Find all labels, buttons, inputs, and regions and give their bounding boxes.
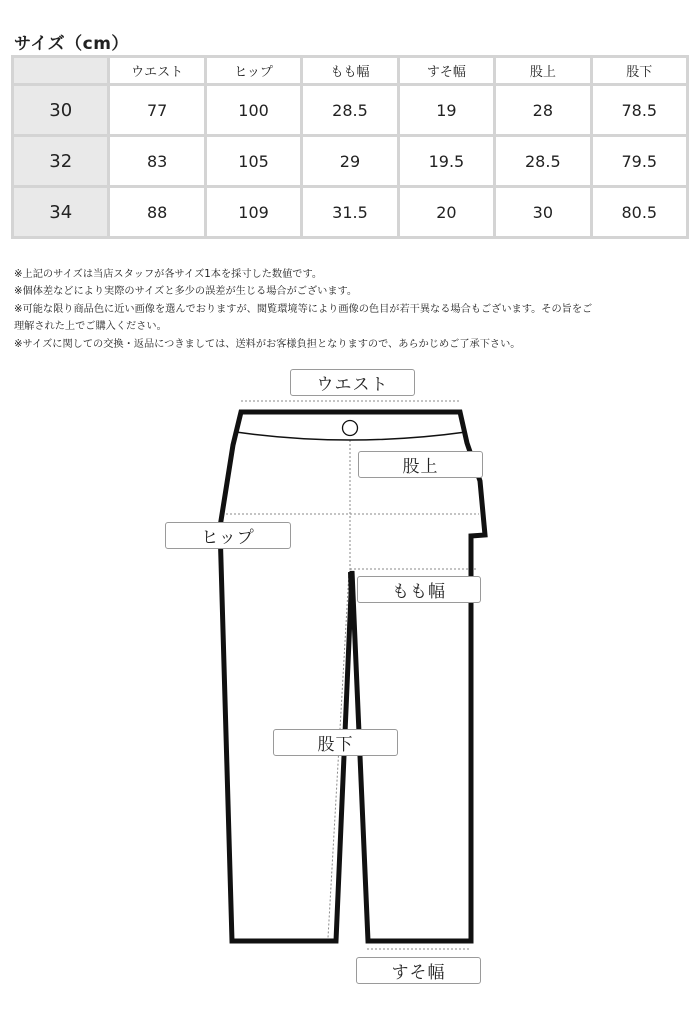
note-line: ※個体差などにより実際のサイズと多少の誤差が生じる場合がございます。 xyxy=(14,286,358,298)
table-cell: 19 xyxy=(398,85,494,136)
header-inseam: 股下 xyxy=(591,57,687,85)
table-cell: 31.5 xyxy=(302,187,398,238)
label-waist: ウエスト xyxy=(290,369,415,396)
table-cell: 105 xyxy=(205,136,301,187)
table-cell: 100 xyxy=(205,85,301,136)
label-hip: ヒップ xyxy=(165,522,291,549)
note-line: 理解された上でご購入ください。 xyxy=(14,321,167,333)
note-line: ※上記のサイズは当店スタッフが各サイズ1本を採寸した数値です。 xyxy=(14,269,323,280)
table-cell: 28.5 xyxy=(495,136,591,187)
pants-outline xyxy=(220,412,485,941)
table-cell: 109 xyxy=(205,187,301,238)
table-cell: 29 xyxy=(302,136,398,187)
note-line: ※可能な限り商品色に近い画像を選んでおりますが、閲覧環境等により画像の色目が若干異なる場合もございます。その旨をご xyxy=(14,303,593,315)
label-hem: すそ幅 xyxy=(356,957,481,984)
table-cell: 78.5 xyxy=(591,85,687,136)
table-cell: 20 xyxy=(398,187,494,238)
header-rise: 股上 xyxy=(495,57,591,85)
page-title: サイズ（cm） xyxy=(14,34,129,54)
table-cell: 79.5 xyxy=(591,136,687,187)
label-thigh: もも幅 xyxy=(357,576,481,603)
size-label: 34 xyxy=(13,187,109,238)
button-icon xyxy=(343,421,358,436)
note-line: ※サイズに関しての交換・返品につきましては、送料がお客様負担となりますので、あらかじめご了承下さい。 xyxy=(14,338,521,350)
table-cell: 19.5 xyxy=(398,136,494,187)
table-cell: 28.5 xyxy=(302,85,398,136)
measurement-guides xyxy=(222,401,479,949)
header-thigh: もも幅 xyxy=(302,57,398,85)
size-label: 30 xyxy=(13,85,109,136)
label-inseam: 股下 xyxy=(273,729,398,756)
size-label: 32 xyxy=(13,136,109,187)
label-rise: 股上 xyxy=(358,451,483,478)
table-cell: 83 xyxy=(109,136,205,187)
header-waist: ウエスト xyxy=(109,57,205,85)
header-hem: すそ幅 xyxy=(398,57,494,85)
header-hip: ヒップ xyxy=(205,57,301,85)
table-cell: 28 xyxy=(495,85,591,136)
table-cell: 88 xyxy=(109,187,205,238)
table-cell: 80.5 xyxy=(591,187,687,238)
crotch-line xyxy=(350,572,351,600)
table-cell: 77 xyxy=(109,85,205,136)
table-cell: 30 xyxy=(495,187,591,238)
